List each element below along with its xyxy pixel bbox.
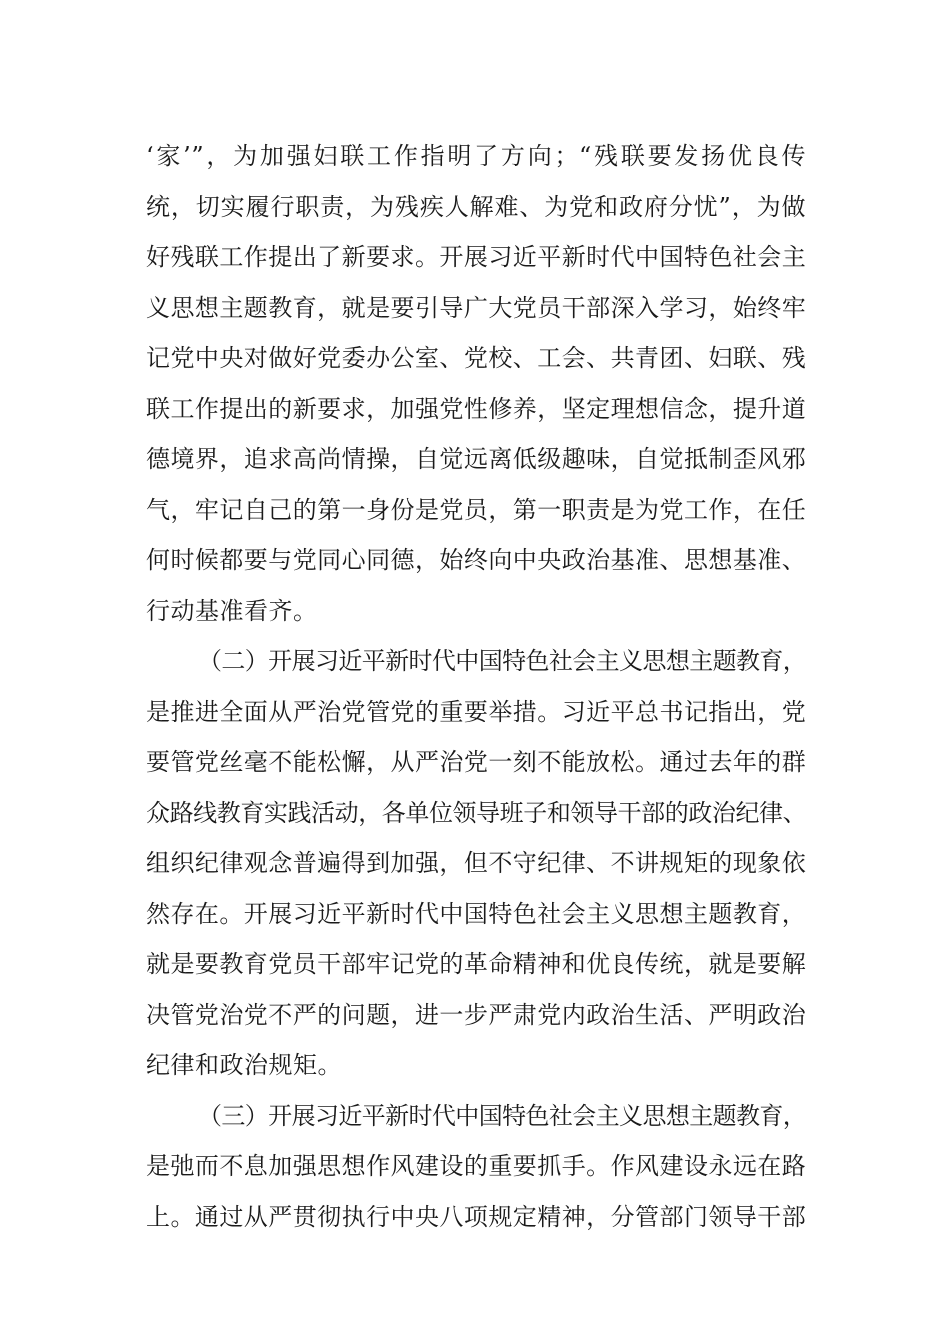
text-line: 是推进全面从严治党管党的重要举措。习近平总书记指出，党 bbox=[146, 697, 806, 726]
text-line: 就是要教育党员干部牢记党的革命精神和优良传统，就是要解 bbox=[146, 950, 806, 978]
text-line: （二）开展习近平新时代中国特色社会主义思想主题教育， bbox=[198, 647, 806, 675]
text-line: 组织纪律观念普遍得到加强，但不守纪律、不讲规矩的现象依 bbox=[146, 849, 806, 877]
text-line: 记党中央对做好党委办公室、党校、工会、共青团、妇联、残 bbox=[146, 344, 806, 372]
text-line: 然存在。开展习近平新时代中国特色社会主义思想主题教育， bbox=[146, 899, 806, 928]
text-line: 统，切实履行职责，为残疾人解难、为党和政府分忧”，为做 bbox=[146, 192, 806, 221]
text-line: 好残联工作提出了新要求。开展习近平新时代中国特色社会主 bbox=[146, 243, 806, 271]
text-line: 何时候都要与党同心同德，始终向中央政治基准、思想基准、 bbox=[146, 546, 806, 574]
text-line: 义思想主题教育，就是要引导广大党员干部深入学习，始终牢 bbox=[146, 293, 806, 322]
text-line: 纪律和政治规矩。 bbox=[146, 1051, 342, 1079]
text-line: 德境界，追求高尚情操，自觉远离低级趣味，自觉抵制歪风邪 bbox=[146, 445, 806, 473]
text-line: （三）开展习近平新时代中国特色社会主义思想主题教育， bbox=[198, 1101, 806, 1130]
text-line: 众路线教育实践活动，各单位领导班子和领导干部的政治纪律、 bbox=[146, 798, 806, 827]
text-line: 联工作提出的新要求，加强党性修养，坚定理想信念，提升道 bbox=[146, 394, 806, 423]
text-line: 上。通过从严贯彻执行中央八项规定精神，分管部门领导干部 bbox=[146, 1202, 806, 1231]
document-body bbox=[146, 131, 806, 1242]
text-line: ‘家’”，为加强妇联工作指明了方向；“残联要发扬优良传 bbox=[146, 142, 806, 170]
text-line: 要管党丝毫不能松懈，从严治党一刻不能放松。通过去年的群 bbox=[146, 748, 806, 776]
text-line: 气，牢记自己的第一身份是党员，第一职责是为党工作，在任 bbox=[146, 495, 806, 524]
text-line: 决管党治党不严的问题，进一步严肃党内政治生活、严明政治 bbox=[146, 1000, 806, 1029]
text-line: 行动基准看齐。 bbox=[146, 596, 318, 625]
text-line: 是弛而不息加强思想作风建设的重要抓手。作风建设永远在路 bbox=[146, 1152, 806, 1180]
